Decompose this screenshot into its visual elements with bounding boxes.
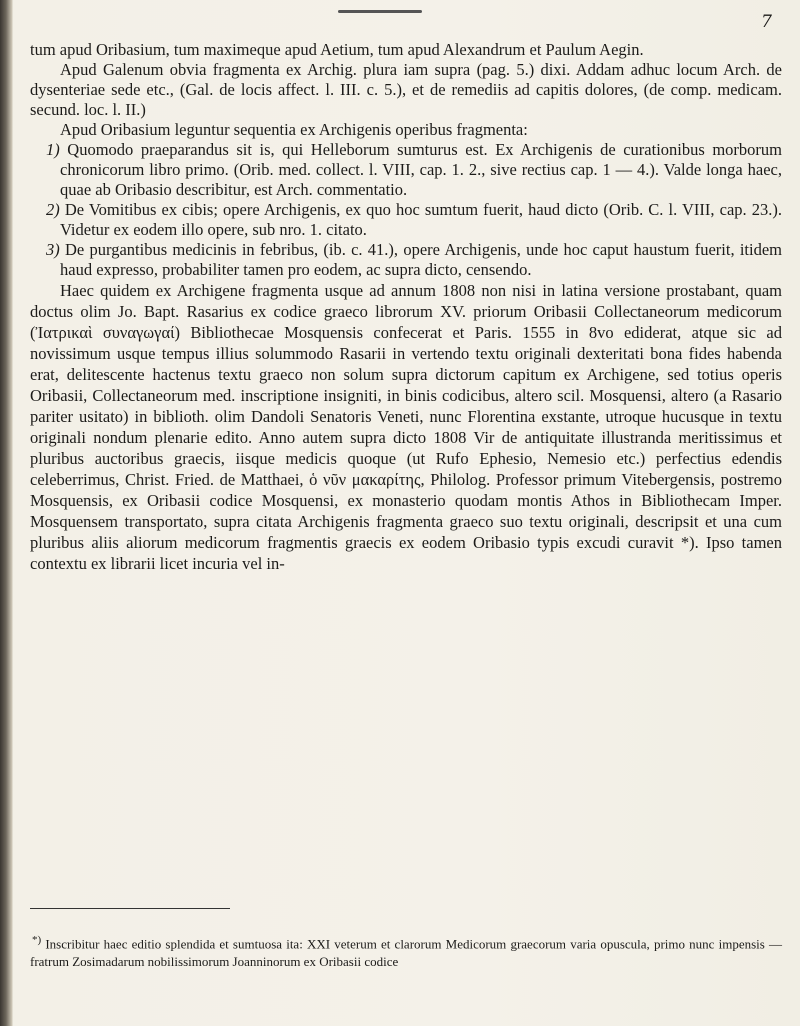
body-text bbox=[30, 40, 782, 574]
paragraph-oribasium-intro: Apud Oribasium leguntur sequentia ex Archigenis operibus fragmenta: bbox=[60, 120, 528, 139]
footnote bbox=[30, 931, 782, 971]
list-item-number: 2) bbox=[46, 200, 60, 219]
footnote-mark: *) bbox=[32, 934, 42, 946]
footnote-text: Inscribitur haec editio splendida et sumtuosa ita: XXI veterum et clarorum Medicorum graecorum varia opuscula, primo nunc impensis — fratrum Zosimadarum nobilissimorum Joanninorum ex Oribasii codice bbox=[30, 936, 783, 970]
paragraph-continuation: tum apud Oribasium, tum maximeque apud Aetium, tum apud Alexandrum et Paulum Aegin. bbox=[30, 40, 644, 59]
list-item-number: 3) bbox=[46, 240, 60, 259]
list-item bbox=[30, 200, 782, 240]
footnote-divider bbox=[30, 908, 230, 909]
paragraph-main: Haec quidem ex Archigene fragmenta usque ad annum 1808 non nisi in latina versione prostabant, quam doctus olim Jo. Bapt. Rasarius ex codice graeco librorum XV. priorum Oribasii Collectaneorum medicorum (Ἰατρικαὶ συναγωγαί) Bibliothecae Mosquensis confecerat et Paris. 1555 in 8vo ediderat, atque sic ad novissimum usque tempus illius solummodo Rasarii in vertendo textu originali dexteritati bona fides habenda erat, delitescente hactenus textu graeco non solum supra dictorum capitum ex Archigene, sed totius operis Oribasii, Collectaneorum med. inscriptione insigniti, in binis codicibus, altero scil. Mosquensi, altero (a Rasario pariter usitato) in biblioth. olim Dandoli Senatoris Veneti, nunc Florentina exstante, utroque hucusque in textu originali nondum plenarie edito. Anno autem supra dicto 1808 Vir de antiquitate illustranda meritissimus et pluribus auctoribus graecis, iisque medicis quoque (ut Rufo Ephesio, Nemesio etc.) perfectius edendis celeberrimus, Christ. Fried. de Matthaei, ὁ νῦν μακαρίτης, Philolog. Professor primum Vitebergensis, postremo Mosquensis, ex Oribasii codice Mosquensi, ex monasterio quodam montis Athos in Bibliothecam Imper. Mosquensem transportato, supra citata Archigenis fragmenta graeco suo textu originali, descripsit et una cum pluribus aliis aliorum medicorum fragmentis graecis ex eodem Oribasio typis excudi curavit *). Ipso tamen contextu ex librarii licet incuria vel in- bbox=[30, 281, 782, 573]
list-item-text: De Vomitibus ex cibis; opere Archigenis, ex quo hoc sumtum fuerit, haud dicto (Orib. C. l. VIII, cap. 23.). Videtur ex eodem illo opere, sub nro. 1. citato. bbox=[60, 200, 782, 239]
list-item-number: 1) bbox=[46, 140, 60, 159]
list-item bbox=[30, 240, 782, 280]
top-ink-mark bbox=[338, 10, 422, 13]
list-item-text: Quomodo praeparandus sit is, qui Helleborum sumturus est. Ex Archigenis de curationibus morborum chronicorum libro primo. (Orib. med. collect. l. VIII, cap. 1. 2., sive rectius cap. 1 — 4.). Valde longa haec, quae ab Oribasio describitur, est Arch. commentatio. bbox=[60, 140, 782, 199]
paragraph-galenum: Apud Galenum obvia fragmenta ex Archig. plura iam supra (pag. 5.) dixi. Addam adhuc locum Arch. de dysenteriae sede etc., (Gal. de locis affect. l. III. c. 5.), et de remediis ad capitis dolores, (de comp. medicam. secund. loc. l. II.) bbox=[30, 60, 782, 119]
book-spine-shadow bbox=[0, 0, 13, 1026]
list-item-text: De purgantibus medicinis in febribus, (ib. c. 41.), opere Archigenis, unde hoc caput haustum fuerit, itidem haud expresso, probabiliter tamen pro eodem, ac supra dicto, censendo. bbox=[60, 240, 782, 279]
list-item bbox=[30, 140, 782, 200]
page-number: 7 bbox=[761, 12, 772, 32]
